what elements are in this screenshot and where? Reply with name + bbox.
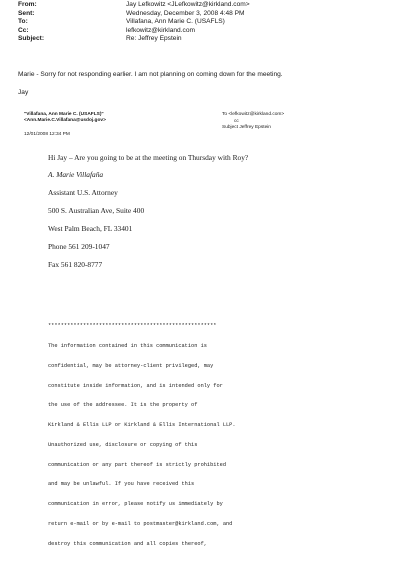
body-title: Assistant U.S. Attorney [48,188,118,197]
forwarded-date: 12/01/2008 12:34 PM [24,132,70,137]
body-address-line2: West Palm Beach, FL 33401 [48,224,133,233]
body-fax: Fax 561 820-8777 [48,260,103,269]
disclaimer-stars: ***************************************************** [48,323,217,330]
forwarded-sender [24,112,106,124]
body-address-line1: 500 S. Australian Ave, Suite 400 [48,206,145,215]
cc-value: lefkowitz@kirkland.com [126,26,195,34]
disclaimer-line: communication or any part thereof is strictly prohibited [48,461,227,468]
disclaimer-line: confidential, may be attorney-client privileged, may [48,362,214,369]
email-header [18,1,250,44]
sent-label: Sent: [18,9,35,17]
subject-value: Re: Jeffrey Epstein [126,35,182,43]
disclaimer-line: Unauthorized use, disclosure or copying of this [48,441,198,448]
disclaimer-line: destroy this communication and all copies thereof, [48,540,207,547]
body-phone: Phone 561 209-1047 [48,242,110,251]
sent-value: Wednesday, December 3, 2008 4:48 PM [126,9,245,17]
header-cc-row [18,27,250,36]
from-label: From: [18,1,37,8]
reply-message: Marie - Sorry for not responding earlier. I am not planning on coming down for the meeting. [18,71,283,78]
disclaimer-line: return e-mail or by e-mail to postmaster@kirkland.com, and [48,521,233,527]
forwarded-sender-email: <Ann.Marie.C.Villafana@usdoj.gov> [24,118,106,123]
disclaimer-line: communication in error, please notify us immediately by [48,501,223,508]
subject-label: Subject: [18,35,45,43]
forwarded-subject: Subject Jeffrey Epstein [222,125,271,131]
forwarded-recipients [222,112,284,132]
disclaimer-line: constitute inside information, and is intended only for [48,382,223,389]
disclaimer-line: the use of the addressee. It is the property of [48,402,198,409]
to-value: Villafana, Ann Marie C. (USAFLS) [126,18,225,26]
body-signature-name: A. Marie Villafaña [48,170,104,179]
cc-label: Cc: [18,26,29,34]
forwarded-sender-name: "Villafana, Ann Marie C. (USAFLS)" [24,112,104,117]
header-from-row [18,1,250,10]
forwarded-to: To <lefkowitz@kirkland.com> [222,112,285,117]
confidentiality-disclaimer [48,310,236,561]
reply-signature: Jay [18,89,29,96]
header-subject-row [18,35,250,44]
disclaimer-line: and may be unlawful. If you have received this [48,481,195,488]
from-value: Jay Lefkowitz <JLefkowitz@kirkland.com> [126,1,250,8]
header-sent-row [18,10,250,19]
to-label: To: [18,18,28,26]
disclaimer-line: The information contained in this communication is [48,342,207,349]
forwarded-cc: cc [234,118,239,124]
header-to-row [18,18,250,27]
body-greeting: Hi Jay – Are you going to be at the meeting on Thursday with Roy? [48,153,249,162]
disclaimer-line: Kirkland & Ellis LLP or Kirkland & Ellis International LLP. [48,422,236,429]
